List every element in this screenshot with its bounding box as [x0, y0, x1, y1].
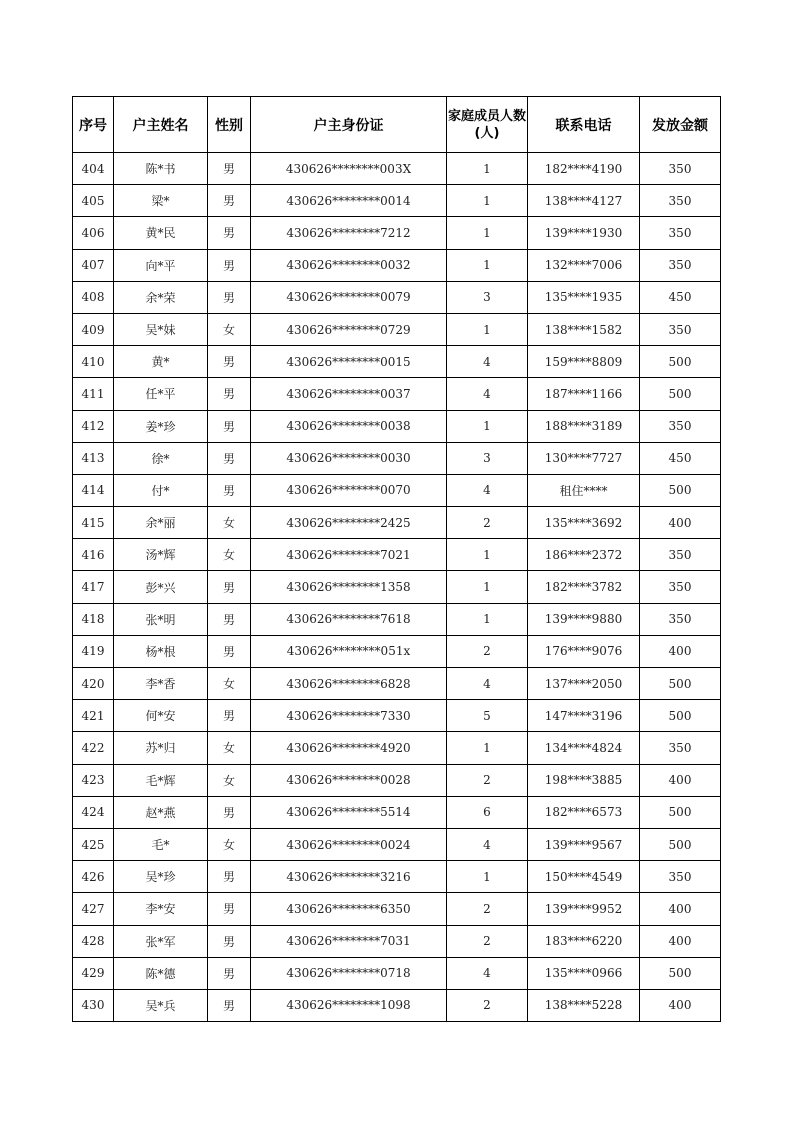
- amount-cell: 500: [640, 346, 721, 378]
- phone-cell: 176****9076: [528, 635, 640, 667]
- name-cell: 徐*: [114, 442, 208, 474]
- table-row: [73, 668, 721, 700]
- id-card-cell: 430626********051x: [251, 635, 447, 667]
- amount-cell: 350: [640, 313, 721, 345]
- family-members-cell: 1: [447, 153, 528, 185]
- name-cell: 黄*民: [114, 217, 208, 249]
- header-family-members: 家庭成员人数(人): [447, 97, 528, 153]
- phone-cell: 182****4190: [528, 153, 640, 185]
- table-row: [73, 989, 721, 1021]
- id-card-cell: 430626********003X: [251, 153, 447, 185]
- amount-cell: 400: [640, 989, 721, 1021]
- table-row: [73, 539, 721, 571]
- phone-cell: 137****2050: [528, 668, 640, 700]
- table-row: [73, 603, 721, 635]
- name-cell: 毛*: [114, 828, 208, 860]
- phone-cell: 183****6220: [528, 925, 640, 957]
- amount-cell: 400: [640, 635, 721, 667]
- amount-cell: 400: [640, 925, 721, 957]
- amount-cell: 350: [640, 861, 721, 893]
- id-card-cell: 430626********3216: [251, 861, 447, 893]
- name-cell: 吴*兵: [114, 989, 208, 1021]
- gender-cell: 女: [208, 539, 251, 571]
- name-cell: 李*安: [114, 893, 208, 925]
- id-card-cell: 430626********0032: [251, 249, 447, 281]
- name-cell: 陈*德: [114, 957, 208, 989]
- gender-cell: 男: [208, 861, 251, 893]
- family-members-cell: 1: [447, 732, 528, 764]
- gender-cell: 男: [208, 957, 251, 989]
- phone-cell: 186****2372: [528, 539, 640, 571]
- phone-cell: 159****8809: [528, 346, 640, 378]
- phone-cell: 138****1582: [528, 313, 640, 345]
- serial-cell: 421: [73, 700, 114, 732]
- amount-cell: 350: [640, 410, 721, 442]
- name-cell: 姜*珍: [114, 410, 208, 442]
- family-members-cell: 6: [447, 796, 528, 828]
- name-cell: 陈*书: [114, 153, 208, 185]
- family-members-cell: 5: [447, 700, 528, 732]
- amount-cell: 400: [640, 893, 721, 925]
- serial-cell: 423: [73, 764, 114, 796]
- serial-cell: 428: [73, 925, 114, 957]
- amount-cell: 350: [640, 249, 721, 281]
- phone-cell: 135****1935: [528, 281, 640, 313]
- phone-cell: 150****4549: [528, 861, 640, 893]
- table-row: [73, 635, 721, 667]
- table-row: [73, 861, 721, 893]
- amount-cell: 500: [640, 378, 721, 410]
- serial-cell: 424: [73, 796, 114, 828]
- gender-cell: 男: [208, 635, 251, 667]
- name-cell: 毛*辉: [114, 764, 208, 796]
- gender-cell: 男: [208, 571, 251, 603]
- serial-cell: 407: [73, 249, 114, 281]
- name-cell: 黄*: [114, 346, 208, 378]
- family-members-cell: 1: [447, 185, 528, 217]
- id-card-cell: 430626********0729: [251, 313, 447, 345]
- amount-cell: 350: [640, 571, 721, 603]
- phone-cell: 139****9952: [528, 893, 640, 925]
- name-cell: 赵*燕: [114, 796, 208, 828]
- serial-cell: 406: [73, 217, 114, 249]
- serial-cell: 410: [73, 346, 114, 378]
- phone-cell: 租住****: [528, 474, 640, 506]
- amount-cell: 500: [640, 828, 721, 860]
- serial-cell: 416: [73, 539, 114, 571]
- table-row: [73, 410, 721, 442]
- serial-cell: 429: [73, 957, 114, 989]
- family-members-cell: 2: [447, 635, 528, 667]
- gender-cell: 女: [208, 668, 251, 700]
- id-card-cell: 430626********7031: [251, 925, 447, 957]
- family-members-cell: 3: [447, 442, 528, 474]
- name-cell: 向*平: [114, 249, 208, 281]
- table-row: [73, 957, 721, 989]
- phone-cell: 182****6573: [528, 796, 640, 828]
- serial-cell: 405: [73, 185, 114, 217]
- gender-cell: 男: [208, 346, 251, 378]
- amount-cell: 350: [640, 153, 721, 185]
- id-card-cell: 430626********7330: [251, 700, 447, 732]
- header-amount: 发放金额: [640, 97, 721, 153]
- amount-cell: 400: [640, 764, 721, 796]
- gender-cell: 男: [208, 796, 251, 828]
- name-cell: 苏*归: [114, 732, 208, 764]
- table-row: [73, 700, 721, 732]
- name-cell: 任*平: [114, 378, 208, 410]
- gender-cell: 男: [208, 185, 251, 217]
- name-cell: 杨*根: [114, 635, 208, 667]
- phone-cell: 187****1166: [528, 378, 640, 410]
- family-members-cell: 4: [447, 828, 528, 860]
- family-members-cell: 4: [447, 346, 528, 378]
- phone-cell: 135****3692: [528, 507, 640, 539]
- serial-cell: 415: [73, 507, 114, 539]
- family-members-cell: 1: [447, 571, 528, 603]
- phone-cell: 147****3196: [528, 700, 640, 732]
- serial-cell: 414: [73, 474, 114, 506]
- serial-cell: 418: [73, 603, 114, 635]
- name-cell: 李*香: [114, 668, 208, 700]
- header-phone: 联系电话: [528, 97, 640, 153]
- serial-cell: 420: [73, 668, 114, 700]
- id-card-cell: 430626********0030: [251, 442, 447, 474]
- phone-cell: 132****7006: [528, 249, 640, 281]
- gender-cell: 男: [208, 217, 251, 249]
- id-card-cell: 430626********4920: [251, 732, 447, 764]
- id-card-cell: 430626********1358: [251, 571, 447, 603]
- table-row: [73, 925, 721, 957]
- table-row: [73, 249, 721, 281]
- family-members-cell: 3: [447, 281, 528, 313]
- header-householder-name: 户主姓名: [114, 97, 208, 153]
- id-card-cell: 430626********0028: [251, 764, 447, 796]
- id-card-cell: 430626********0079: [251, 281, 447, 313]
- gender-cell: 男: [208, 893, 251, 925]
- table-body: [73, 153, 721, 1022]
- id-card-cell: 430626********1098: [251, 989, 447, 1021]
- gender-cell: 男: [208, 378, 251, 410]
- id-card-cell: 430626********0718: [251, 957, 447, 989]
- family-members-cell: 1: [447, 603, 528, 635]
- name-cell: 吴*珍: [114, 861, 208, 893]
- gender-cell: 女: [208, 764, 251, 796]
- table-row: [73, 153, 721, 185]
- family-members-cell: 1: [447, 217, 528, 249]
- name-cell: 吴*妹: [114, 313, 208, 345]
- name-cell: 汤*辉: [114, 539, 208, 571]
- name-cell: 余*丽: [114, 507, 208, 539]
- table-row: [73, 185, 721, 217]
- amount-cell: 350: [640, 217, 721, 249]
- amount-cell: 450: [640, 442, 721, 474]
- amount-cell: 350: [640, 732, 721, 764]
- id-card-cell: 430626********0070: [251, 474, 447, 506]
- table-row: [73, 796, 721, 828]
- header-row: [73, 97, 721, 153]
- gender-cell: 女: [208, 507, 251, 539]
- gender-cell: 男: [208, 281, 251, 313]
- phone-cell: 139****9567: [528, 828, 640, 860]
- family-members-cell: 2: [447, 764, 528, 796]
- id-card-cell: 430626********6350: [251, 893, 447, 925]
- amount-cell: 400: [640, 507, 721, 539]
- header-serial: 序号: [73, 97, 114, 153]
- amount-cell: 500: [640, 957, 721, 989]
- id-card-cell: 430626********0038: [251, 410, 447, 442]
- serial-cell: 417: [73, 571, 114, 603]
- gender-cell: 男: [208, 474, 251, 506]
- gender-cell: 男: [208, 925, 251, 957]
- table-row: [73, 893, 721, 925]
- family-members-cell: 4: [447, 668, 528, 700]
- table-row: [73, 507, 721, 539]
- gender-cell: 男: [208, 442, 251, 474]
- serial-cell: 427: [73, 893, 114, 925]
- id-card-cell: 430626********7212: [251, 217, 447, 249]
- family-members-cell: 4: [447, 378, 528, 410]
- family-members-cell: 1: [447, 539, 528, 571]
- family-members-cell: 1: [447, 410, 528, 442]
- phone-cell: 139****1930: [528, 217, 640, 249]
- phone-cell: 188****3189: [528, 410, 640, 442]
- header-id-card: 户主身份证: [251, 97, 447, 153]
- phone-cell: 134****4824: [528, 732, 640, 764]
- table-row: [73, 281, 721, 313]
- family-members-cell: 2: [447, 507, 528, 539]
- id-card-cell: 430626********0014: [251, 185, 447, 217]
- gender-cell: 男: [208, 603, 251, 635]
- serial-cell: 404: [73, 153, 114, 185]
- gender-cell: 男: [208, 989, 251, 1021]
- table-row: [73, 474, 721, 506]
- id-card-cell: 430626********7618: [251, 603, 447, 635]
- id-card-cell: 430626********0037: [251, 378, 447, 410]
- table-row: [73, 442, 721, 474]
- family-members-cell: 4: [447, 474, 528, 506]
- id-card-cell: 430626********6828: [251, 668, 447, 700]
- family-members-cell: 1: [447, 249, 528, 281]
- serial-cell: 419: [73, 635, 114, 667]
- amount-cell: 500: [640, 700, 721, 732]
- gender-cell: 女: [208, 732, 251, 764]
- serial-cell: 411: [73, 378, 114, 410]
- amount-cell: 500: [640, 668, 721, 700]
- serial-cell: 408: [73, 281, 114, 313]
- serial-cell: 409: [73, 313, 114, 345]
- serial-cell: 412: [73, 410, 114, 442]
- table-row: [73, 571, 721, 603]
- family-members-cell: 4: [447, 957, 528, 989]
- amount-cell: 500: [640, 474, 721, 506]
- serial-cell: 422: [73, 732, 114, 764]
- gender-cell: 男: [208, 249, 251, 281]
- gender-cell: 男: [208, 410, 251, 442]
- phone-cell: 198****3885: [528, 764, 640, 796]
- family-members-cell: 1: [447, 861, 528, 893]
- phone-cell: 139****9880: [528, 603, 640, 635]
- table-row: [73, 732, 721, 764]
- gender-cell: 女: [208, 828, 251, 860]
- amount-cell: 350: [640, 185, 721, 217]
- gender-cell: 男: [208, 153, 251, 185]
- serial-cell: 430: [73, 989, 114, 1021]
- name-cell: 张*军: [114, 925, 208, 957]
- header-gender: 性别: [208, 97, 251, 153]
- table-row: [73, 378, 721, 410]
- name-cell: 张*明: [114, 603, 208, 635]
- id-card-cell: 430626********7021: [251, 539, 447, 571]
- serial-cell: 425: [73, 828, 114, 860]
- phone-cell: 138****5228: [528, 989, 640, 1021]
- family-members-cell: 2: [447, 989, 528, 1021]
- table-row: [73, 217, 721, 249]
- family-members-cell: 2: [447, 893, 528, 925]
- serial-cell: 413: [73, 442, 114, 474]
- id-card-cell: 430626********2425: [251, 507, 447, 539]
- phone-cell: 138****4127: [528, 185, 640, 217]
- name-cell: 梁*: [114, 185, 208, 217]
- name-cell: 付*: [114, 474, 208, 506]
- gender-cell: 男: [208, 700, 251, 732]
- id-card-cell: 430626********0024: [251, 828, 447, 860]
- serial-cell: 426: [73, 861, 114, 893]
- amount-cell: 350: [640, 539, 721, 571]
- family-members-cell: 2: [447, 925, 528, 957]
- amount-cell: 500: [640, 796, 721, 828]
- name-cell: 何*安: [114, 700, 208, 732]
- phone-cell: 130****7727: [528, 442, 640, 474]
- amount-cell: 350: [640, 603, 721, 635]
- phone-cell: 182****3782: [528, 571, 640, 603]
- id-card-cell: 430626********5514: [251, 796, 447, 828]
- family-members-cell: 1: [447, 313, 528, 345]
- name-cell: 余*荣: [114, 281, 208, 313]
- table-row: [73, 346, 721, 378]
- id-card-cell: 430626********0015: [251, 346, 447, 378]
- phone-cell: 135****0966: [528, 957, 640, 989]
- table-row: [73, 764, 721, 796]
- subsidy-table: [72, 96, 721, 1022]
- table-row: [73, 313, 721, 345]
- name-cell: 彭*兴: [114, 571, 208, 603]
- gender-cell: 女: [208, 313, 251, 345]
- table-row: [73, 828, 721, 860]
- amount-cell: 450: [640, 281, 721, 313]
